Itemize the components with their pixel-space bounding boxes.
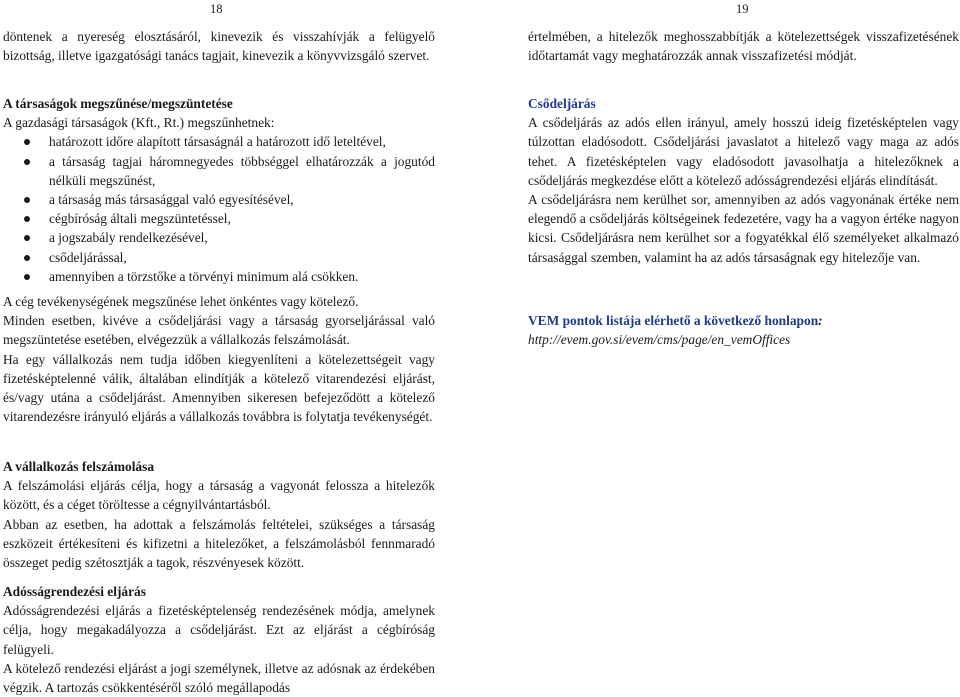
bullet-icon <box>24 197 30 203</box>
right-intro-paragraph: értelmében, a hitelezők meghosszabbítják a kötelezettségek visszafizetésének időtartamát vagy meghatározzák annak visszafizetési módját. <box>528 29 959 64</box>
list-item: a jogszabály rendelkezésével, <box>49 228 435 247</box>
list-item: határozott időre alapított társaságnál a határozott idő leteltével, <box>49 132 435 151</box>
liquidation-heading: A vállalkozás felszámolása <box>3 459 155 474</box>
list-item: cégbíróság általi megszüntetéssel, <box>49 209 435 228</box>
bullet-icon <box>24 139 30 145</box>
dissolution-heading: A társaságok megszűnése/megszüntetése <box>3 96 233 111</box>
page-number-left: 18 <box>210 2 223 16</box>
list-item: a társaság más társasággal való egyesítésével, <box>49 190 435 209</box>
bullet-icon <box>24 274 30 280</box>
debt-settlement-heading: Adósságrendezési eljárás <box>3 584 146 599</box>
debt-settlement-section <box>3 582 435 697</box>
dissolution-subheading: A gazdasági társaságok (Kft., Rt.) megszűnhetnek: <box>3 115 275 131</box>
liquidation-paragraph-1: A felszámolási eljárás célja, hogy a társaság a vagyonát felossza a hitelezők között, és a céget töröltesse a cégnyilvántartásból. <box>3 478 435 513</box>
vem-link[interactable]: http://evem.gov.si/evem/cms/page/en_vemOffices <box>528 332 791 348</box>
dissolution-section <box>3 94 435 286</box>
debt-settlement-paragraph-1: Adósságrendezési eljárás a fizetésképtelenség rendezésének módja, amelynek célja, hogy megakadályozza a csődeljárást. Ezt az eljárást a cégbíróság felügyeli. <box>3 603 435 657</box>
bankruptcy-paragraph-1: A csődeljárás az adós ellen irányul, amely hosszú ideig fizetésképtelen vagy túlzottan eladósodott. Csődeljárási javaslatot a hitelező vagy maga az adós tehet. A fizetésképtelen vagy eladósodott javasolhatja a hitelezőknek a csődeljárás megkezdése előtt a kötelező adósságrendezési eljárás elindítását. <box>528 115 959 188</box>
bankruptcy-heading: Csődeljárás <box>528 96 596 111</box>
voluntary-paragraph: A cég tevékenységének megszűnése lehet önkéntes vagy kötelező. <box>3 294 359 309</box>
minden-paragraph: Minden esetben, kivéve a csődeljárási vagy a társaság gyorseljárással való megszüntetése esetében, elvégezzük a vállalkozás felszámolását. <box>3 313 435 348</box>
liquidation-paragraph-2: Abban az esetben, ha adottak a felszámolás feltételei, szükséges a társaság eszközeit értékesíteni és kifizetni a hitelezőket, a felszámolásból fennmaradó összeget pedig szétosztják a tagok, részvényesek között. <box>3 516 435 571</box>
vem-heading-colon: : <box>818 313 823 328</box>
bullet-icon <box>24 216 30 222</box>
list-item: a társaság tagjai háromnegyedes többséggel elhatározzák a jogutód nélküli megszűnést, <box>49 152 435 190</box>
voluntary-section <box>3 292 435 426</box>
left-intro-paragraph: döntenek a nyereség elosztásáról, kinevezik és visszahívják a felügyelő bizottság, illetve igazgatósági tanács tagjait, kinevezik a könyvvizsgáló szervet. <box>3 29 435 64</box>
list-item: csődeljárással, <box>49 248 435 267</box>
dissolution-bullet-list <box>3 132 435 286</box>
bankruptcy-section <box>528 94 959 267</box>
bankruptcy-paragraph-2: A csődeljárásra nem kerülhet sor, amennyiben az adós vagyonának értéke nem elegendő a csődeljárás költségeinek fedezetére, vagy ha a vagyon értéke nagyon kicsi. Csődeljárásra nem kerülhet sor a fogyatékkal élő személyeket alkalmazó társasággal szemben, valamint ha az adós társaságnak egy hitelezője van. <box>528 192 959 265</box>
vem-section <box>528 311 959 349</box>
right-column <box>528 27 959 65</box>
bullet-icon <box>24 255 30 261</box>
list-item: amennyiben a törzstőke a törvényi minimum alá csökken. <box>49 267 435 286</box>
left-column <box>3 27 435 65</box>
vem-heading: VEM pontok listája elérhető a következő honlapon <box>528 313 819 328</box>
bullet-icon <box>24 159 30 165</box>
vem-heading-line <box>528 311 959 330</box>
liquidation-section <box>3 457 435 572</box>
debt-settlement-paragraph-2: A kötelező rendezési eljárást a jogi személynek, illetve az adósnak az érdekében végzik. A tartozás csökkentéséről szóló megállapodás <box>3 660 435 696</box>
insolvency-paragraph: Ha egy vállalkozás nem tudja időben kiegyenlíteni a kötelezettségeit vagy fizetésképtelenné válik, általában elindítják a kötelező vitarendezési eljárást, és/vagy utána a csődeljárást. Amennyiben sikeresen befejeződött a kötelező vitarendezésre irányuló eljárás a vállalkozás továbbra is folytatja tevékenységét. <box>3 351 435 425</box>
page-number-right: 19 <box>736 2 749 16</box>
bullet-icon <box>24 235 30 241</box>
